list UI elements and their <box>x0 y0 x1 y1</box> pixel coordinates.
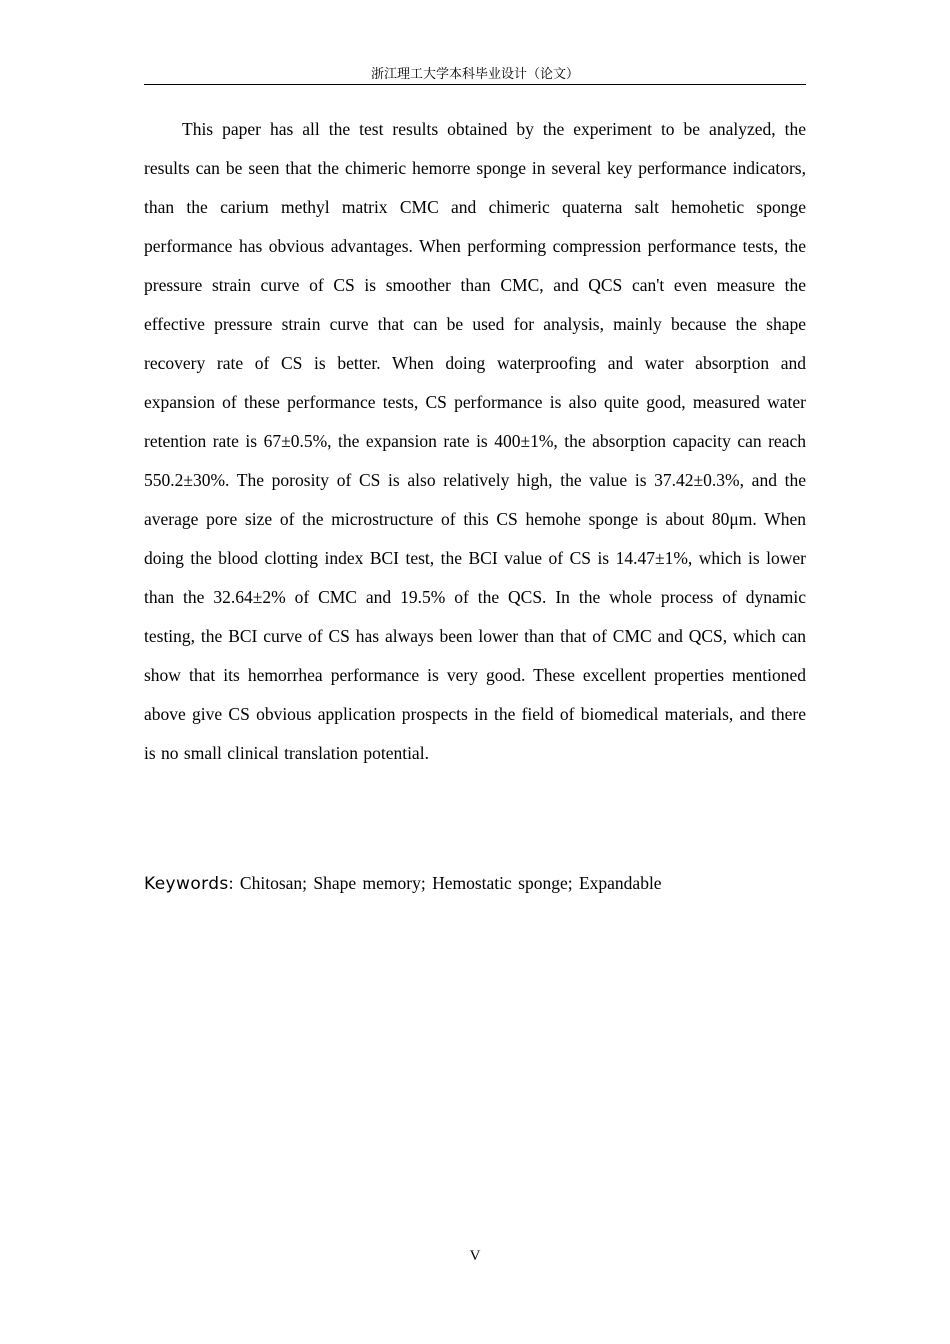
keywords-line <box>144 866 806 901</box>
page-number: V <box>469 1248 481 1264</box>
keywords-separator: : <box>228 873 240 893</box>
keywords-label: Keywords <box>144 874 229 894</box>
keywords-list: Chitosan; Shape memory; Hemostatic sponge; Expandable <box>239 873 662 893</box>
abstract-paragraph: This paper has all the test results obtained by the experiment to be analyzed, the results can be seen that the chimeric hemorre sponge in several key performance indicators, than the carium methyl matrix CMC and chimeric quaterna salt hemohetic sponge performance has obvious advantages. When performing compression performance tests, the pressure strain curve of CS is smoother than CMC, and QCS can't even measure the effective pressure strain curve that can be used for analysis, mainly because the shape recovery rate of CS is better. When doing waterproofing and water absorption and expansion of these performance tests, CS performance is also quite good, measured water retention rate is 67±0.5%, the expansion rate is 400±1%, the absorption capacity can reach 550.2±30%. The porosity of CS is also relatively high, the value is 37.42±0.3%, and the average pore size of the microstructure of this CS hemohe sponge is about 80μm. When doing the blood clotting index BCI test, the BCI value of CS is 14.47±1%, which is lower than the 32.64±2% of CMC and 19.5% of the QCS. In the whole process of dynamic testing, the BCI curve of CS has always been lower than that of CMC and QCS, which can show that its hemorrhea performance is very good. These excellent properties mentioned above give CS obvious application prospects in the field of biomedical materials, and there is no small clinical translation potential. <box>144 119 806 763</box>
header-divider <box>144 84 806 85</box>
running-header-title: 浙江理工大学本科毕业设计（论文） <box>370 67 579 82</box>
